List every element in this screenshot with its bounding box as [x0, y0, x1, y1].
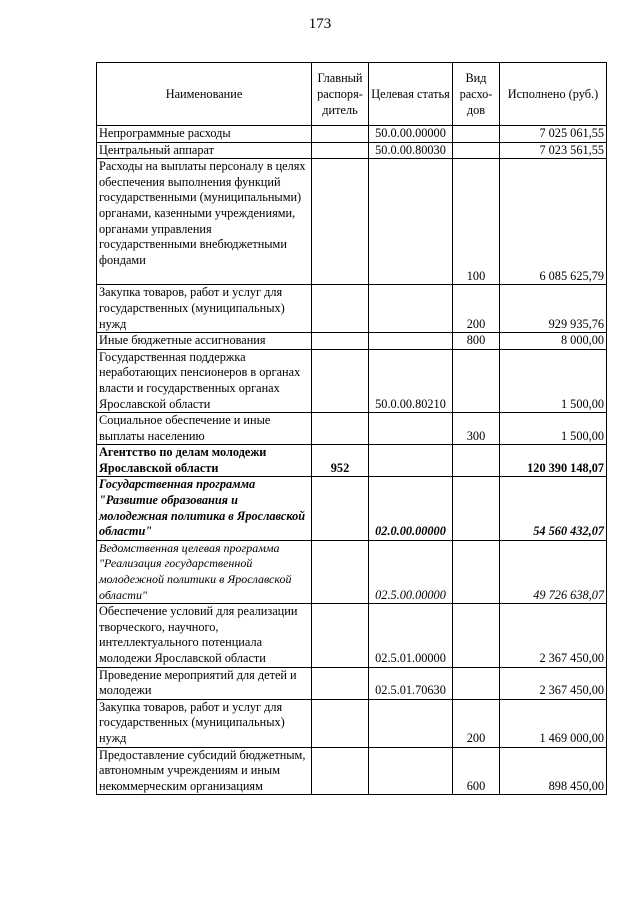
row-amount: 2 367 450,00: [500, 604, 607, 667]
row-target: 50.0.00.00000: [369, 126, 453, 143]
row-kind: [453, 667, 500, 699]
row-chief: [312, 285, 369, 333]
row-chief: 952: [312, 445, 369, 477]
row-kind: [453, 142, 500, 159]
header-chief-administrator: Главный распоря-дитель: [312, 63, 369, 126]
row-amount: 8 000,00: [500, 333, 607, 350]
row-kind: 100: [453, 159, 500, 285]
row-name: Иные бюджетные ассигнования: [97, 333, 312, 350]
row-chief: [312, 747, 369, 795]
row-amount: 898 450,00: [500, 747, 607, 795]
row-amount: 120 390 148,07: [500, 445, 607, 477]
row-chief: [312, 333, 369, 350]
header-expense-type: Вид расхо-дов: [453, 63, 500, 126]
row-target: [369, 159, 453, 285]
row-target: [369, 747, 453, 795]
row-target: [369, 699, 453, 747]
table-row: [97, 413, 607, 445]
row-chief: [312, 604, 369, 667]
row-kind: [453, 126, 500, 143]
row-amount: 6 085 625,79: [500, 159, 607, 285]
table-row: [97, 349, 607, 412]
row-amount: 54 560 432,07: [500, 477, 607, 540]
row-kind: 300: [453, 413, 500, 445]
budget-execution-table: [96, 62, 607, 795]
table-row: [97, 747, 607, 795]
row-amount: 7 025 061,55: [500, 126, 607, 143]
row-chief: [312, 699, 369, 747]
row-kind: [453, 477, 500, 540]
table-row: [97, 126, 607, 143]
row-target: 02.5.01.70630: [369, 667, 453, 699]
row-name: Предоставление субсидий бюджетным, автономным учреждениям и иным некоммерческим организациям: [97, 747, 312, 795]
row-kind: 800: [453, 333, 500, 350]
table-row: [97, 142, 607, 159]
table-row: [97, 699, 607, 747]
row-kind: [453, 349, 500, 412]
row-name: Агентство по делам молодежи Ярославской области: [97, 445, 312, 477]
row-chief: [312, 667, 369, 699]
row-amount: 929 935,76: [500, 285, 607, 333]
row-target: 02.0.00.00000: [369, 477, 453, 540]
row-target: 02.5.01.00000: [369, 604, 453, 667]
row-amount: 2 367 450,00: [500, 667, 607, 699]
row-kind: [453, 540, 500, 603]
row-name: Центральный аппарат: [97, 142, 312, 159]
row-name: Расходы на выплаты персоналу в целях обеспечения выполнения функций государственными (муниципальными) органами, казенными учреждениями, органами управления государственными внебюджетными фондами: [97, 159, 312, 285]
table-row: [97, 477, 607, 540]
row-amount: 1 500,00: [500, 413, 607, 445]
table-row: [97, 445, 607, 477]
row-kind: [453, 445, 500, 477]
row-kind: 200: [453, 699, 500, 747]
header-name: Наименование: [97, 63, 312, 126]
row-kind: 200: [453, 285, 500, 333]
row-target: 50.0.00.80030: [369, 142, 453, 159]
row-name: Социальное обеспечение и иные выплаты населению: [97, 413, 312, 445]
row-target: [369, 413, 453, 445]
table-row: [97, 333, 607, 350]
header-executed: Исполнено (руб.): [500, 63, 607, 126]
row-name: Государственная программа "Развитие образования и молодежная политика в Ярославской области": [97, 477, 312, 540]
row-chief: [312, 349, 369, 412]
table-row: [97, 285, 607, 333]
row-name: Государственная поддержка неработающих пенсионеров в органах власти и государственных органах Ярославской области: [97, 349, 312, 412]
row-chief: [312, 540, 369, 603]
header-target-item: Целевая статья: [369, 63, 453, 126]
row-target: [369, 445, 453, 477]
row-chief: [312, 159, 369, 285]
row-target: [369, 285, 453, 333]
row-amount: 7 023 561,55: [500, 142, 607, 159]
row-name: Непрограммные расходы: [97, 126, 312, 143]
row-target: 50.0.00.80210: [369, 349, 453, 412]
row-chief: [312, 477, 369, 540]
row-kind: [453, 604, 500, 667]
table-row: [97, 540, 607, 603]
row-name: Обеспечение условий для реализации творческого, научного, интеллектуального потенциала молодежи Ярославской области: [97, 604, 312, 667]
row-kind: 600: [453, 747, 500, 795]
table-row: [97, 604, 607, 667]
table-row: [97, 159, 607, 285]
row-chief: [312, 413, 369, 445]
row-name: Закупка товаров, работ и услуг для государственных (муниципальных) нужд: [97, 699, 312, 747]
page-number: 173: [308, 16, 332, 32]
row-name: Ведомственная целевая программа "Реализация государственной молодежной политики в Ярославской области": [97, 540, 312, 603]
row-target: 02.5.00.00000: [369, 540, 453, 603]
row-name: Проведение мероприятий для детей и молодежи: [97, 667, 312, 699]
row-chief: [312, 126, 369, 143]
row-amount: 1 469 000,00: [500, 699, 607, 747]
row-amount: 49 726 638,07: [500, 540, 607, 603]
row-amount: 1 500,00: [500, 349, 607, 412]
row-target: [369, 333, 453, 350]
table-row: [97, 667, 607, 699]
row-name: Закупка товаров, работ и услуг для государственных (муниципальных) нужд: [97, 285, 312, 333]
row-chief: [312, 142, 369, 159]
table-header-row: [97, 63, 607, 126]
